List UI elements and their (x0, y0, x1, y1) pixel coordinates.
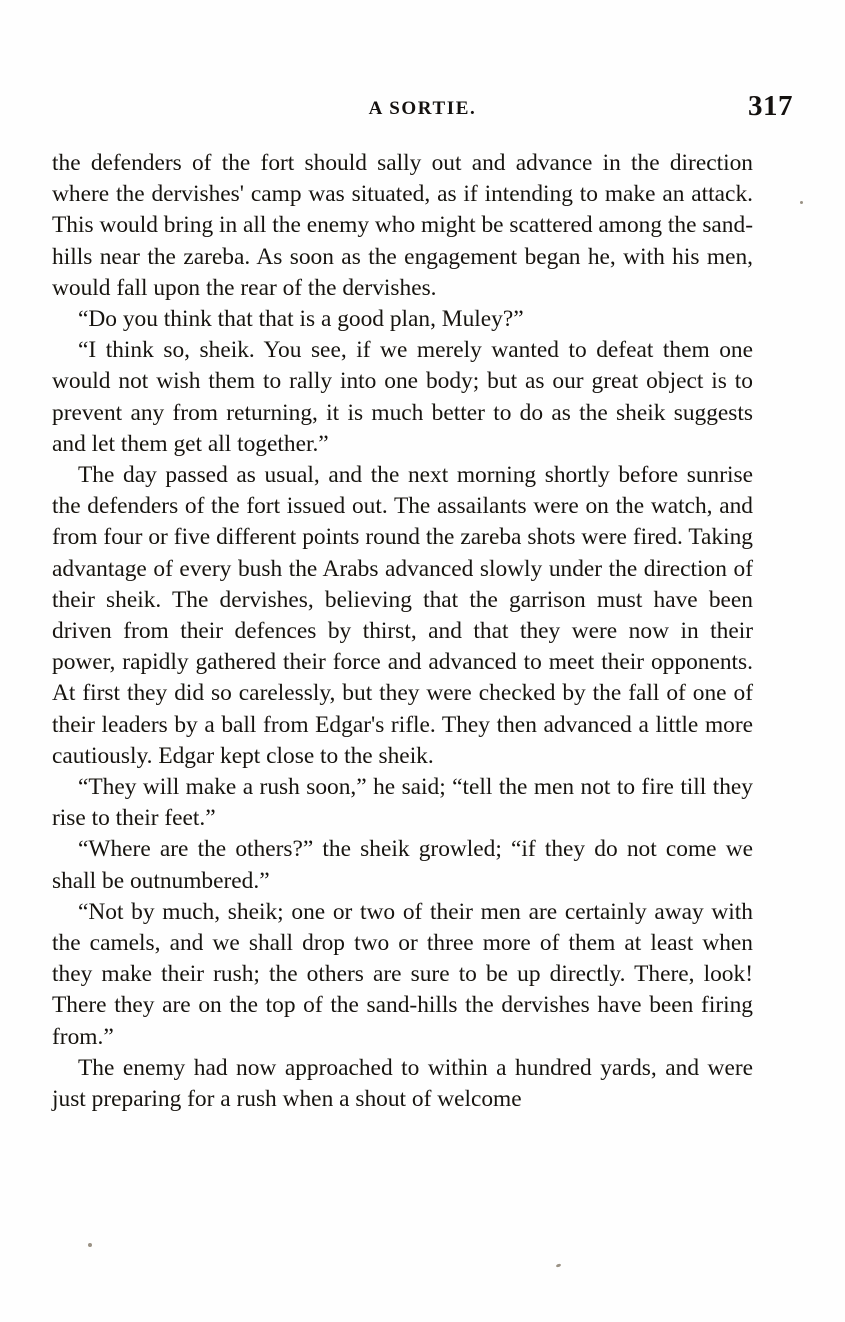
paragraph: “I think so, sheik. You see, if we merely wanted to defeat them one would not wish them to rally into one body; but as our great object is to prevent any from returning, it is much better to do as the sheik suggests and let them get all together.” (52, 337, 753, 457)
paragraph: the defenders of the fort should sally out and advance in the direction where the dervishes' camp was situated, as if intending to make an attack. This would bring in all the enemy who might be scattered among the sand-hills near the zareba. As soon as the engagement began he, with his men, would fall upon the rear of the dervishes. (52, 150, 753, 301)
page-header (52, 90, 793, 130)
paragraph: “They will make a rush soon,” he said; “tell the men not to fire till they rise to their feet.” (52, 774, 753, 832)
page-speck (800, 201, 803, 204)
paragraph: “Where are the others?” the sheik growled; “if they do not come we shall be outnumbered.” (52, 836, 753, 894)
page-speck (556, 1263, 562, 1268)
page-speck (88, 1243, 92, 1247)
paragraph: “Not by much, sheik; one or two of their men are certainly away with the camels, and we shall drop two or three more of them at least when they make their rush; the others are sure to be up directly. There, look! There they are on the top of the sand-hills the dervishes have been firing from.” (52, 898, 753, 1050)
paragraph: “Do you think that that is a good plan, Muley?” (78, 306, 524, 333)
running-head: A SORTIE. (368, 98, 477, 119)
paragraph: The day passed as usual, and the next morning shortly before sunrise the defenders of the fort issued out. The assailants were on the watch, and from four or five different points round the zareba shots were fired. Taking advantage of every bush the Arabs advanced slowly under the direction of their sheik. The dervishes, believing that the garrison must have been driven from their defences by thirst, and that they were now in their power, rapidly gathered their force and advanced to meet their opponents. At first they did so carelessly, but they were checked by the fall of one of their leaders by a ball from Edgar's rifle. They then advanced a little more cautiously. Edgar kept close to the sheik. (52, 462, 753, 769)
page-body (52, 148, 753, 1115)
page-number: 317 (748, 90, 793, 122)
paragraph: The enemy had now approached to within a hundred yards, and were just preparing for a rush when a shout of welcome (52, 1054, 753, 1113)
